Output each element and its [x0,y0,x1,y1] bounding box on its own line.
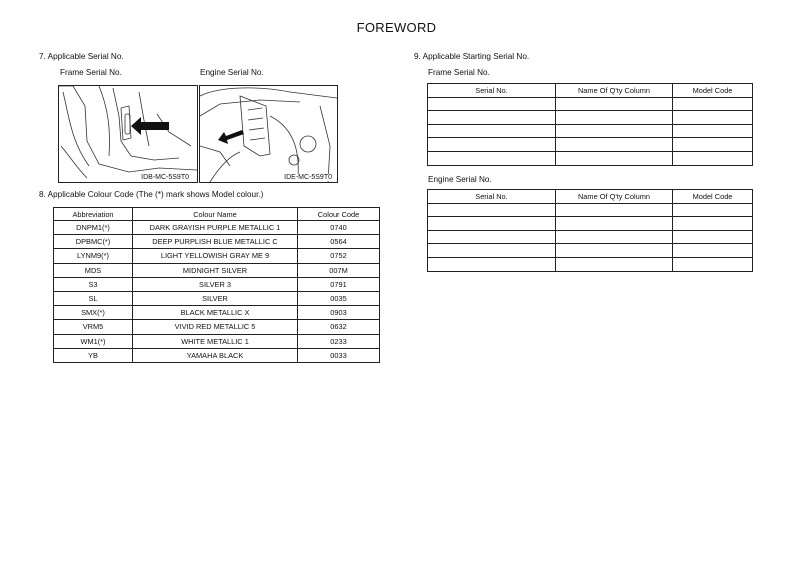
column-header: Model Code [673,190,753,204]
table-cell [556,244,673,258]
table-row [428,111,753,125]
table-cell: VIVID RED METALLIC 5 [133,320,298,334]
table-cell: DEEP PURPLISH BLUE METALLIC C [133,235,298,249]
table-header-row [54,208,380,221]
column-header: Model Code [673,84,753,98]
arrow-icon [131,117,169,135]
table-cell [556,257,673,271]
arrow-icon [218,130,244,144]
engine-serial-figure [199,85,338,183]
column-header: Serial No. [428,84,556,98]
table-row [428,138,753,152]
table-cell [673,124,753,138]
table-cell: LIGHT YELLOWISH GRAY ME 9 [133,249,298,263]
column-header: Name Of Q'ty Column [556,190,673,204]
table-cell [428,111,556,125]
section-7-heading: 7. Applicable Serial No. [39,52,124,61]
table-cell [428,138,556,152]
table-cell [556,151,673,165]
frame-illustration [59,86,197,182]
engine-starting-serial-label: Engine Serial No. [428,175,492,184]
column-header: Abbreviation [54,208,133,221]
table-row [428,151,753,165]
frame-serial-label: Frame Serial No. [60,68,122,77]
table-cell [428,230,556,244]
table-cell: SILVER 3 [133,277,298,291]
table-cell: 0632 [298,320,380,334]
table-row [428,230,753,244]
table-cell [556,124,673,138]
table-cell: WHITE METALLIC 1 [133,334,298,348]
section-9-heading: 9. Applicable Starting Serial No. [414,52,530,61]
page-title: FOREWORD [356,20,437,35]
table-row [54,221,380,235]
table-cell: S3 [54,277,133,291]
column-header: Colour Code [298,208,380,221]
colour-code-table [53,207,380,363]
table-row [54,249,380,263]
table-cell [673,138,753,152]
table-row [54,334,380,348]
engine-illustration [200,86,337,182]
table-cell: SILVER [133,291,298,305]
table-row [428,244,753,258]
table-cell: SL [54,291,133,305]
table-cell [428,217,556,231]
table-cell: WM1(*) [54,334,133,348]
table-cell [673,230,753,244]
table-cell: 0752 [298,249,380,263]
table-cell [556,111,673,125]
table-header-row [428,84,753,98]
table-header-row [428,190,753,204]
table-cell: 0033 [298,348,380,362]
table-cell [673,217,753,231]
table-cell [556,217,673,231]
table-cell [673,203,753,217]
table-cell [556,203,673,217]
column-header: Name Of Q'ty Column [556,84,673,98]
engine-serial-label: Engine Serial No. [200,68,264,77]
frame-serial-table [427,83,753,166]
table-cell [428,244,556,258]
table-cell [556,97,673,111]
table-row [428,203,753,217]
table-row [428,97,753,111]
table-cell: SMX(*) [54,306,133,320]
table-row [54,235,380,249]
frame-figure-label: IDB-MC-5S9T0 [141,174,189,181]
column-header: Serial No. [428,190,556,204]
table-row [428,257,753,271]
table-cell: YB [54,348,133,362]
table-cell [673,151,753,165]
table-cell [428,203,556,217]
table-cell [428,97,556,111]
table-cell [673,257,753,271]
table-cell [673,244,753,258]
frame-serial-figure [58,85,198,183]
table-cell [673,111,753,125]
table-cell: DNPM1(*) [54,221,133,235]
table-cell: 007M [298,263,380,277]
table-cell [673,97,753,111]
table-cell [428,151,556,165]
engine-figure-label: IDE-MC-5S9T0 [284,174,332,181]
table-cell [428,257,556,271]
table-cell: VRM5 [54,320,133,334]
table-row [54,306,380,320]
table-row [54,263,380,277]
table-cell: 0035 [298,291,380,305]
table-row [54,320,380,334]
table-cell: 0791 [298,277,380,291]
table-row [54,291,380,305]
table-cell: 0903 [298,306,380,320]
section-8-heading: 8. Applicable Colour Code (The (*) mark shows Model colour.) [39,190,264,199]
table-cell: DPBMC(*) [54,235,133,249]
table-cell [428,124,556,138]
table-cell: MDS [54,263,133,277]
table-cell: 0740 [298,221,380,235]
table-row [54,277,380,291]
table-cell: 0233 [298,334,380,348]
table-cell: DARK GRAYISH PURPLE METALLIC 1 [133,221,298,235]
table-cell: 0564 [298,235,380,249]
table-cell [556,138,673,152]
table-row [428,124,753,138]
table-cell: LYNM9(*) [54,249,133,263]
table-cell: MIDNIGHT SILVER [133,263,298,277]
table-row [428,217,753,231]
table-cell [556,230,673,244]
engine-serial-table [427,189,753,272]
table-cell: YAMAHA BLACK [133,348,298,362]
table-cell: BLACK METALLIC X [133,306,298,320]
table-row [54,348,380,362]
frame-starting-serial-label: Frame Serial No. [428,68,490,77]
column-header: Colour Name [133,208,298,221]
